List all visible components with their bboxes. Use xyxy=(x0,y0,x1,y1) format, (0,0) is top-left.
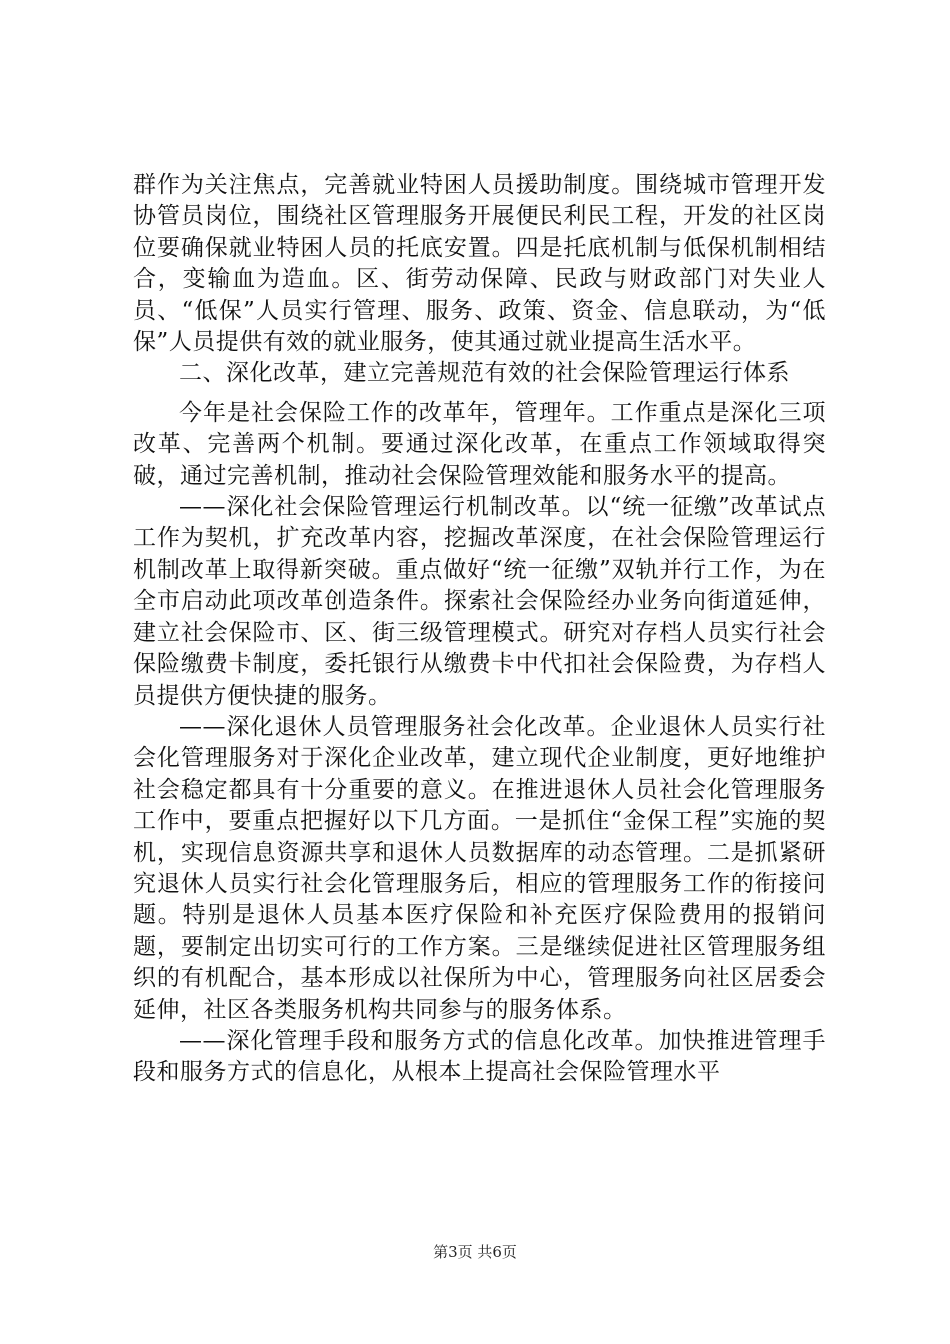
paragraph-reform-informatization: ——深化管理手段和服务方式的信息化改革。加快推进管理手段和服务方式的信息化，从根本上提高社会保险管理水平 xyxy=(133,1027,826,1086)
paragraph-reform-retirees: ——深化退休人员管理服务社会化改革。企业退休人员实行社会化管理服务对于深化企业改革，建立现代企业制度，更好地维护社会稳定都具有十分重要的意义。在推进退休人员社会化管理服务工作中，要重点把握好以下几方面。一是抓住“金保工程”实施的契机，实现信息资源共享和退休人员数据库的动态管理。二是抓紧研究退休人员实行社会化管理服务后，相应的管理服务工作的衔接问题。特别是退休人员基本医疗保险和补充医疗保险费用的报销问题，要制定出切实可行的工作方案。三是继续促进社区管理服务组织的有机配合，基本形成以社保所为中心，管理服务向社区居委会延伸，社区各类服务机构共同参与的服务体系。 xyxy=(133,713,826,1023)
paragraph-continuation: 群作为关注焦点，完善就业特困人员援助制度。围绕城市管理开发协管员岗位，围绕社区管理服务开展便民利民工程，开发的社区岗位要确保就业特困人员的托底安置。四是托底机制与低保机制相结合，变输血为造血。区、街劳动保障、民政与财政部门对失业人员、“低保”人员实行管理、服务、政策、资金、信息联动，为“低保”人员提供有效的就业服务，使其通过就业提高生活水平。 xyxy=(133,172,826,356)
document-body xyxy=(133,170,826,1089)
paragraph-intro: 今年是社会保险工作的改革年，管理年。工作重点是深化三项改革、完善两个机制。要通过深化改革，在重点工作领域取得突破，通过完善机制，推动社会保险管理效能和服务水平的提高。 xyxy=(133,399,826,489)
page-number-footer: 第3页 共6页 xyxy=(433,1243,517,1261)
section-heading: 二、深化改革，建立完善规范有效的社会保险管理运行体系 xyxy=(179,360,790,387)
paragraph-reform-operations: ——深化社会保险管理运行机制改革。以“统一征缴”改革试点工作为契机，扩充改革内容，挖掘改革深度，在社会保险管理运行机制改革上取得新突破。重点做好“统一征缴”双轨并行工作，为在全市启动此项改革创造条件。探索社会保险经办业务向街道延伸，建立社会保险市、区、街三级管理模式。研究对存档人员实行社会保险缴费卡制度，委托银行从缴费卡中代扣社会保险费，为存档人员提供方便快捷的服务。 xyxy=(133,494,826,709)
